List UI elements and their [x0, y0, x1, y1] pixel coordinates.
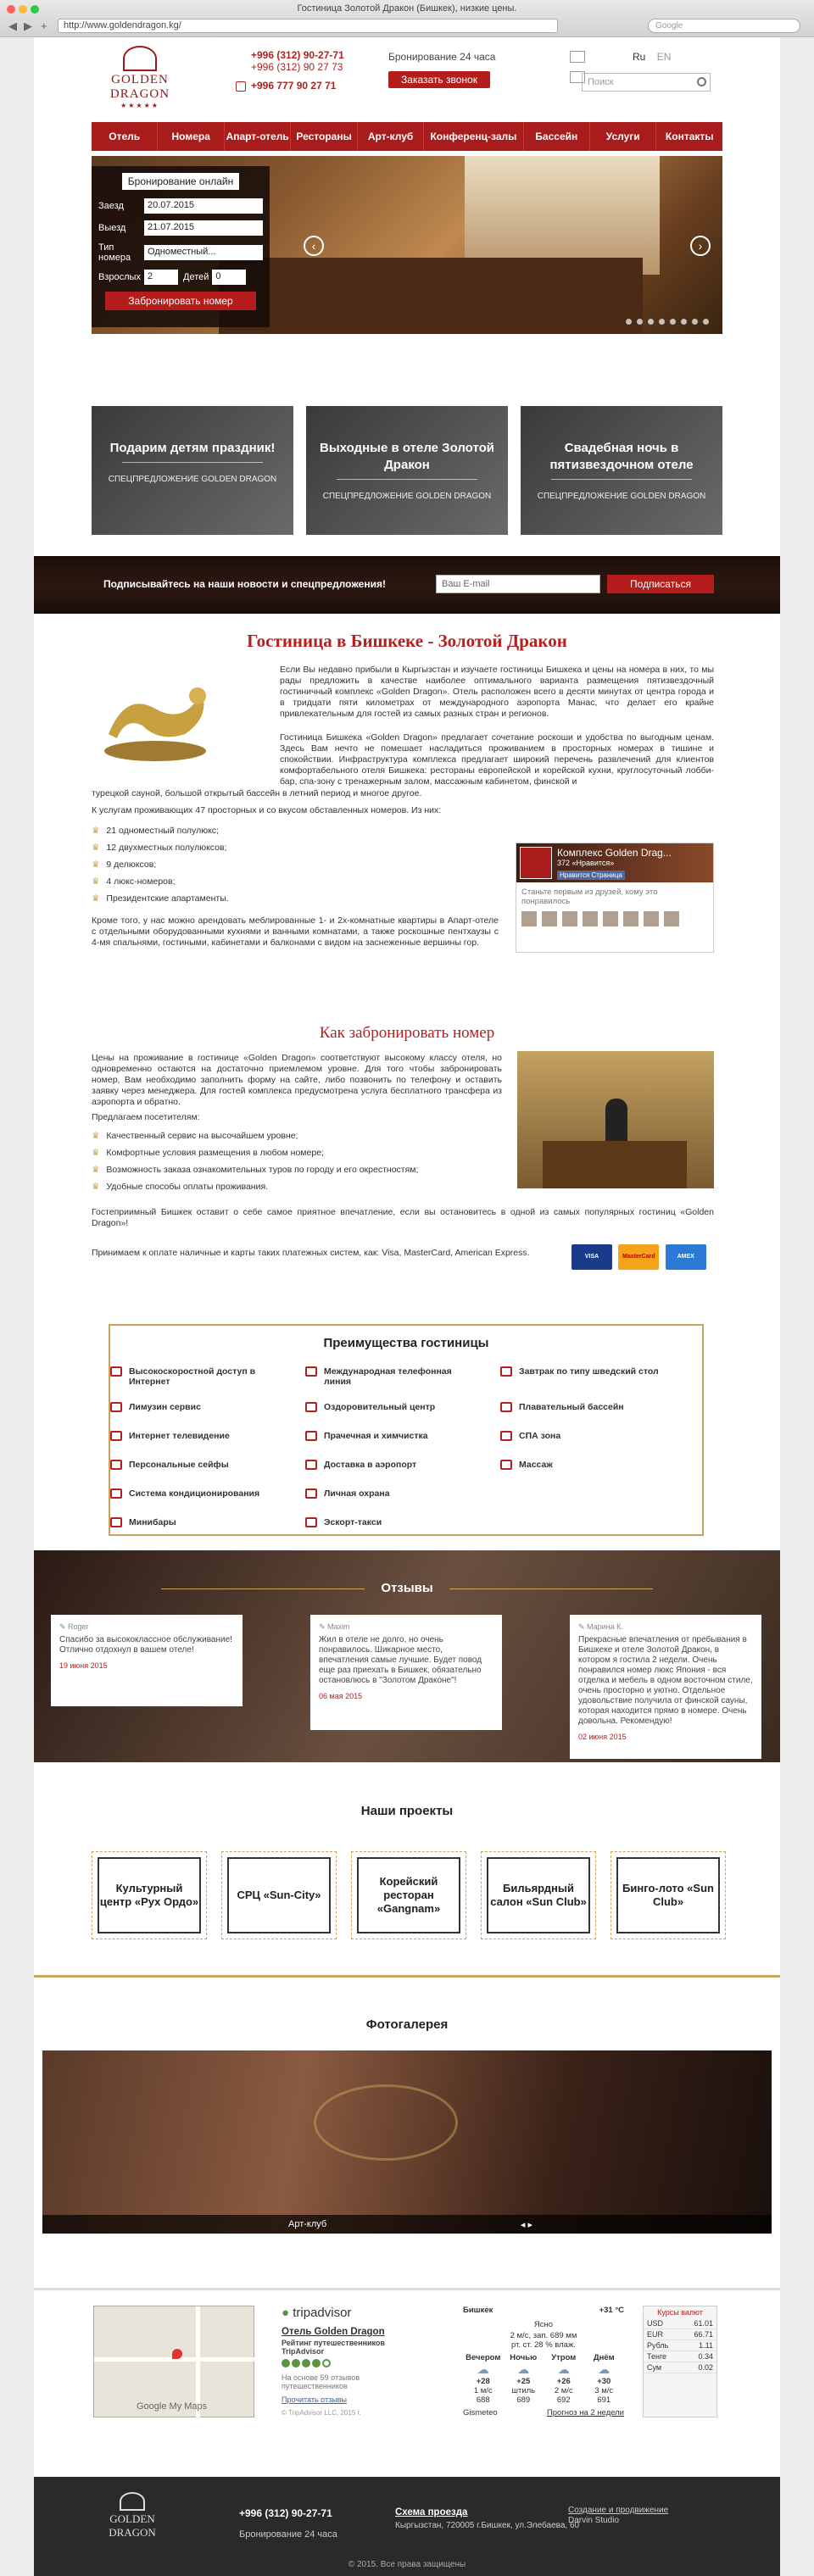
menu-item-pool[interactable]: Бассейн — [524, 122, 590, 151]
project-sun-club[interactable]: Бильярдный салон «Sun Club» — [481, 1851, 596, 1939]
amex-icon: AMEX — [666, 1244, 706, 1270]
book-title: Как забронировать номер — [319, 1024, 495, 1042]
project-ruh-ordo[interactable]: Культурный центр «Рух Ордо» — [92, 1851, 207, 1939]
crown-icon: ♛ — [92, 860, 100, 870]
search-icon[interactable] — [697, 77, 706, 86]
weather-condition: Ясно — [533, 2320, 554, 2329]
crown-icon: ♛ — [92, 876, 100, 887]
phone-1[interactable]: +996 (312) 90-27-71 — [251, 49, 344, 61]
adv-item: Система кондиционирования — [129, 1488, 259, 1499]
lang-ru[interactable]: Ru — [633, 51, 646, 63]
address-bar[interactable]: http://www.goldendragon.kg/ — [58, 19, 558, 33]
page — [34, 37, 780, 2576]
ta-rating-label: Рейтинг путешественников TripAdvisor — [282, 2339, 385, 2356]
visa-icon: VISA — [571, 1244, 612, 1270]
mobile-icon — [236, 81, 246, 92]
developer-credit[interactable]: Создание и продвижение Darvin Studio — [568, 2506, 669, 2525]
children-label: Детей — [183, 272, 209, 282]
menu-item-conference[interactable]: Конференц-залы — [424, 122, 523, 151]
minibar-icon — [110, 1517, 122, 1527]
project-gangnam[interactable]: Корейский ресторан «Gangnam» — [351, 1851, 466, 1939]
fb-likes: 372 «Нравится» — [557, 859, 615, 867]
fb-like-button[interactable]: Нравится Страница — [557, 871, 625, 880]
slider-prev-icon[interactable]: ‹ — [304, 236, 324, 256]
map-pin-icon[interactable] — [172, 2349, 182, 2359]
footer-logo[interactable] — [90, 2492, 175, 2540]
list-item: ♛ Комфортные условия размещения в любом номере; — [92, 1148, 324, 1158]
crown-icon: ♛ — [92, 843, 100, 853]
promo-title: Выходные в отеле Золотой Дракон — [319, 441, 495, 472]
spa-icon — [500, 1431, 512, 1441]
slider-dots[interactable] — [621, 315, 709, 327]
promo-sub: СПЕЦПРЕДЛОЖЕНИЕ GOLDEN DRAGON — [537, 492, 706, 501]
massage-icon — [500, 1460, 512, 1470]
book-p3: Гостеприимный Бишкек оставит о себе самое приятное впечатление, если вы остановитесь в одной из самых популярных гостиниц «Golden Dragon»! — [92, 1207, 714, 1228]
callback-button[interactable]: Заказать звонок — [388, 71, 490, 88]
promo-sub: СПЕЦПРЕДЛОЖЕНИЕ GOLDEN DRAGON — [322, 492, 492, 501]
ta-hotel-name[interactable]: Отель Golden Dragon — [282, 2327, 385, 2337]
book-room-button[interactable]: Забронировать номер — [105, 292, 256, 310]
reviews-title: Отзывы — [381, 1581, 433, 1595]
advantages-box — [109, 1324, 704, 1536]
payment-cards — [568, 1244, 706, 1270]
breakfast-icon — [500, 1366, 512, 1377]
main-menu — [92, 122, 722, 151]
list-item: ♛ Качественный сервис на высочайшем уровне; — [92, 1131, 298, 1141]
gallery-next-icon[interactable]: ▸ — [527, 2220, 532, 2230]
footer-booking: Бронирование 24 часа — [239, 2529, 337, 2540]
promo-title: Свадебная ночь в пятизвездочном отеле — [549, 441, 694, 472]
ta-reviews-link[interactable]: Прочитать отзывы — [282, 2395, 347, 2404]
logo-text: GOLDEN DRAGON — [109, 73, 170, 101]
ta-rating-circles — [282, 2359, 426, 2370]
currency-row: USD 61.01 — [644, 2318, 716, 2329]
review-card: ✎ Maxim Жил в отеле не долго, но очень понравилось. Шикарное место, впечатления самые лучшие. Будет повод еще раз приехать в Бишкек, обязательно остановлюсь в "Золотом Драконе"! 06 мая 2015 — [310, 1615, 502, 1730]
adv-item: Личная охрана — [324, 1488, 390, 1499]
checkout-field[interactable]: 21.07.2015 — [144, 220, 263, 236]
logo[interactable] — [93, 46, 187, 109]
tv-icon — [110, 1431, 122, 1441]
list-item: ♛ 9 делюксов; — [92, 860, 157, 870]
children-select[interactable]: 0 — [212, 270, 246, 285]
cloud-icon: ☁ — [517, 2362, 530, 2376]
directions-link[interactable]: Схема проезда — [395, 2507, 468, 2518]
adv-item: Интернет телевидение — [129, 1431, 230, 1441]
project-sun-city[interactable]: СРЦ «Sun-City» — [221, 1851, 337, 1939]
phone-2[interactable]: +996 (312) 90 27 73 — [251, 61, 343, 73]
logo-stars: ★★★★★ — [120, 102, 159, 109]
menu-item-rooms[interactable]: Номера — [158, 122, 224, 151]
menu-item-restaurants[interactable]: Рестораны — [291, 122, 357, 151]
header — [34, 37, 780, 119]
browser-search[interactable]: Google — [648, 19, 800, 33]
booking-form — [92, 166, 270, 327]
currency-row: Тенге 0.34 — [644, 2351, 716, 2362]
adv-item: Доставка в аэропорт — [324, 1460, 416, 1470]
laundry-icon — [305, 1431, 317, 1441]
adv-item: Массаж — [519, 1460, 553, 1470]
browser-chrome — [0, 0, 814, 37]
phones — [236, 49, 344, 92]
crown-icon: ♛ — [92, 1148, 100, 1158]
promo-kids[interactable] — [92, 406, 293, 535]
cloud-icon: ☁ — [477, 2362, 489, 2376]
map-label: Google My Maps — [137, 2401, 208, 2412]
mastercard-icon: MasterCard — [618, 1244, 659, 1270]
projects-title: Наши проекты — [360, 1804, 454, 1818]
tripadvisor-widget — [282, 2306, 426, 2417]
weather-temp: +31 °C — [599, 2306, 624, 2315]
aircon-icon — [110, 1488, 122, 1499]
forecast-link[interactable]: Прогноз на 2 недели — [546, 2408, 624, 2417]
crown-icon: ♛ — [92, 893, 100, 904]
weather-city: Бишкек — [463, 2306, 493, 2315]
booking-title: Бронирование онлайн — [122, 173, 239, 190]
menu-item-services[interactable]: Услуги — [590, 122, 656, 151]
facebook-widget[interactable] — [516, 843, 714, 953]
room-select[interactable]: Одноместный... — [144, 245, 263, 260]
advantages-title: Преимущества гостиницы — [323, 1336, 489, 1350]
footer — [34, 2477, 780, 2576]
adv-item: Плавательный бассейн — [519, 1402, 624, 1412]
book-p4: Принимаем к оплате наличные и карты таких платежных систем, как: Visa, MasterCard, American Express. — [92, 1248, 530, 1258]
adults-label: Взрослых — [98, 272, 141, 282]
adv-item: Оздоровительный центр — [324, 1402, 435, 1412]
footer-phone[interactable]: +996 (312) 90-27-71 — [239, 2507, 332, 2519]
window-title: Гостиница Золотой Дракон (Бишкек), низкие цены. — [297, 3, 517, 14]
list-item: ♛ Возможность заказа ознакомительных туров по городу и его окрестностям; — [92, 1165, 419, 1175]
dragon-emblem-icon — [123, 46, 157, 71]
adv-item: Высокоскоростной доступ в Интернет — [129, 1366, 282, 1387]
fb-name[interactable]: Комплекс Golden Drag... — [557, 847, 672, 859]
about-p1: Если Вы недавно прибыли в Кыргызстан и изучаете гостиницы Бишкека и цены на номера в них, то мы рады предложить в качестве наиболее оптимального варианта размещения пятизвездочный гостиничный комплекс «Golden Dragon». Отель расположен всего в десяти минутах от центра города и в тридцати пяти километрах от международного аэропорта Манас, что делает его крайне привлекательным для гостей из самых разных стран и регионов. — [280, 665, 714, 719]
subscribe-button[interactable]: Подписаться — [607, 575, 714, 593]
add-tab-icon[interactable]: + — [41, 19, 47, 32]
search-placeholder: Поиск — [588, 77, 614, 87]
dragon-emblem-icon — [120, 2492, 145, 2511]
pool-icon — [500, 1402, 512, 1412]
footer-address: Кыргызстан, 720005 г.Бишкек, ул.Элебаева, 60 — [395, 2521, 580, 2530]
taxi-icon — [305, 1517, 317, 1527]
forward-icon[interactable]: ▶ — [24, 19, 32, 32]
currency-row: Рубль 1.11 — [644, 2340, 716, 2351]
weather-desc: 2 м/с, зап. 689 мм рт. ст. 28 % влаж. — [510, 2331, 577, 2350]
about-p2: Гостиница Бишкека «Golden Dragon» предлагает сочетание роскоши и удобства по выгодным ценам. Здесь Вам нечто не помешает насладиться проживанием в просторных номерах в тишине и спокойствии. Инфраструктура комплекса предлагает широкий перечень развлечений для клиентов комфортабельного отеля Бишкека: рестораны европейской и корейской кухни, круглосуточный лобби-бар, спа-зону с тренажерным залом, массажным кабинетом, финской и — [280, 732, 714, 787]
adv-item: СПА зона — [519, 1431, 560, 1441]
booking-24-label: Бронирование 24 часа — [388, 51, 496, 63]
book-p1: Цены на проживание в гостинице «Golden Dragon» соответствуют высокому классу отеля, но одновременно остаются на достаточно приемлемом уровне. Для того чтобы забронировать номер, Вам необходимо заполнить форму на сайте, либо позвонить по телефону и оставить заявку через менеджера. Для гостей комплекса предусмотрена услуга бесплатного трансфера из аэропорта и обратно. — [92, 1053, 502, 1107]
promo-wedding[interactable] — [521, 406, 722, 535]
currency-row: EUR 66.71 — [644, 2329, 716, 2340]
adv-item: Персональные сейфы — [129, 1460, 229, 1470]
list-item: ♛ 12 двухместных полулюксов; — [92, 843, 227, 853]
slide-window — [465, 156, 660, 275]
back-icon[interactable]: ◀ — [8, 19, 17, 32]
search-input[interactable] — [582, 73, 711, 92]
list-item: ♛ Удобные способы оплаты проживания. — [92, 1182, 269, 1192]
fb-avatar — [520, 847, 552, 879]
list-item: ♛ Президентские апартаменты. — [92, 893, 229, 904]
subscribe-bar — [34, 556, 780, 614]
list-item: ♛ 4 люкс-номеров; — [92, 876, 176, 887]
adv-item: Минибары — [129, 1517, 176, 1527]
mail-icon[interactable] — [570, 51, 585, 63]
airport-icon — [305, 1460, 317, 1470]
reviews-section — [34, 1550, 780, 1762]
menu-item-hotel[interactable]: Отель — [92, 122, 158, 151]
promo-sub: СПЕЦПРЕДЛОЖЕНИЕ GOLDEN DRAGON — [108, 475, 277, 484]
photo-gallery[interactable] — [42, 2050, 772, 2234]
adv-item: Эскорт-такси — [324, 1517, 382, 1527]
golden-dragon-sign — [314, 2084, 458, 2161]
reception-photo — [517, 1051, 714, 1188]
lang-en[interactable]: EN — [656, 51, 672, 63]
subscribe-text: Подписывайтесь на наши новости и спецпредложения! — [103, 578, 386, 590]
adv-item: Завтрак по типу шведский стол — [519, 1366, 680, 1377]
slider-next-icon[interactable]: › — [690, 236, 711, 256]
crown-icon: ♛ — [92, 826, 100, 836]
about-title: Гостиница в Бишкеке - Золотой Дракон — [247, 631, 567, 651]
promo-title: Подарим детям праздник! — [109, 441, 276, 455]
currency-widget — [643, 2306, 717, 2417]
menu-item-apart[interactable]: Апарт-отель — [225, 122, 291, 151]
weather-widget: Бишкек +31 °C Ясно 2 м/с, зап. 689 мм рт. ст. 28 % влаж. Вечером Ночью Утром Днём ☁ ☁ ☁ ☁ +28 +25 +26 +30 1 м/с штиль 2 м/с 3 м/с 688 689 692 691 Gismeteo Прогноз на 2 недели — [463, 2306, 624, 2417]
about-p3: К услугам проживающих 47 просторных и со вкусом обставленных номеров. Из них: — [92, 805, 442, 815]
ta-rank: На основе 59 отзывов путешественников — [282, 2373, 360, 2390]
fb-text: Станьте первым из друзей, кому это понравилось — [521, 887, 658, 906]
phone-3[interactable]: +996 777 90 27 71 — [251, 80, 337, 92]
checkin-field[interactable]: 20.07.2015 — [144, 198, 263, 214]
currency-title: Курсы валют — [657, 2308, 703, 2317]
widgets-row — [34, 2288, 780, 2466]
gallery-title: Фотогалерея — [365, 2017, 449, 2032]
wifi-icon — [110, 1366, 122, 1377]
currency-row: Сум 0.02 — [644, 2362, 716, 2373]
google-map[interactable] — [93, 2306, 254, 2417]
slide-desk — [219, 258, 643, 334]
fb-faces — [516, 911, 713, 929]
promo-weekend[interactable] — [306, 406, 508, 535]
menu-item-contacts[interactable]: Контакты — [665, 131, 714, 142]
health-icon — [305, 1402, 317, 1412]
cloud-icon: ☁ — [598, 2362, 610, 2376]
gallery-caption: Арт-клуб — [42, 2215, 772, 2234]
checkout-label: Выезд — [98, 223, 126, 233]
adv-item: Прачечная и химчистка — [324, 1431, 428, 1441]
review-card: ✎ Марина К. Прекрасные впечатления от пребывания в Бишкеке и отеле Золотой Дракон, в котором я гостила 2 недели. Очень понравился номер люкс Япония - вся отделка и мебель в одном восточном стиле, очень просторно и уютно. Отдельное удовольствие получила от финской сауны, которая находится прямо в номере. Очень довольна. Рекомендую! 02 июня 2015 — [570, 1615, 761, 1759]
gismeteo-logo[interactable]: Gismeteo — [463, 2408, 498, 2417]
about-p4: Кроме того, у нас можно арендовать меблированные 1- и 2х-комнатные квартиры в Апарт-отеле с отдельными оборудованными кухнями и ванными комнатами, а также роскошные пентхаузы с 4-мя спальнями, гостиными, кабинетами и балконами с видом на заснеженные вершины гор. — [92, 915, 499, 948]
list-item: ♛ 21 одноместный полулюкс; — [92, 826, 219, 836]
golden-dragon-image — [92, 658, 219, 766]
about-p2b: турецкой сауной, большой открытый бассейн в летний период и многое другое. — [92, 788, 422, 798]
checkin-label: Заезд — [98, 201, 124, 211]
adv-item: Лимузин сервис — [129, 1402, 201, 1412]
adults-select[interactable]: 2 — [144, 270, 178, 285]
crown-icon: ♛ — [92, 1165, 100, 1175]
ta-copyright: © TripAdvisor LLC, 2015 г. — [282, 2409, 361, 2417]
divider — [34, 1975, 780, 1978]
menu-item-artclub[interactable]: Арт-клуб — [358, 122, 424, 151]
copyright: © 2015. Все права защищены — [348, 2560, 466, 2569]
book-p2: Предлагаем посетителям: — [92, 1112, 200, 1122]
cloud-icon: ☁ — [557, 2362, 570, 2376]
email-field[interactable]: Ваш E-mail — [436, 575, 600, 593]
project-bingo[interactable]: Бинго-лото «Sun Club» — [610, 1851, 726, 1939]
room-label: Тип номера — [98, 242, 131, 263]
hero-slider — [92, 156, 722, 334]
adv-item: Международная телефонная линия — [324, 1366, 477, 1387]
divider — [449, 1588, 653, 1589]
footer-logo-text: GOLDEN DRAGON — [109, 2512, 156, 2539]
safe-icon — [110, 1460, 122, 1470]
crown-icon: ♛ — [92, 1182, 100, 1192]
limo-icon — [110, 1402, 122, 1412]
crown-icon: ♛ — [92, 1131, 100, 1141]
security-icon — [305, 1488, 317, 1499]
phone-icon — [305, 1366, 317, 1377]
tripadvisor-logo[interactable]: ● tripadvisor — [282, 2306, 352, 2320]
review-card: ✎ Roger Спасибо за высококлассное обслуживание! Отлично отдохнул в вашем отеле! 19 июня 2015 — [51, 1615, 243, 1706]
gallery-prev-icon[interactable]: ◂ — [520, 2220, 526, 2230]
